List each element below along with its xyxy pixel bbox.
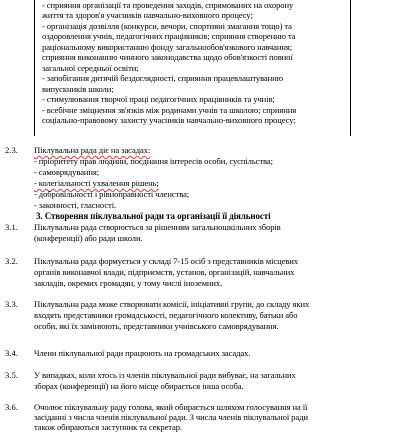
paragraph-number: 3.3. (5, 299, 18, 309)
paragraph-line: Піклувальна рада формується у складі 7-15 осіб з представників місцевих (34, 256, 298, 266)
paragraph-line: органів виконавчої влади, підприємств, установ, організацій, навчальних (34, 267, 295, 277)
list-line: - всебічне зміцнення зв'язків між родинами учнів та школою; сприяння (42, 105, 297, 115)
paragraph-line: Очолює піклувальну раду голова, який обирається шляхом голосування на її (34, 402, 308, 412)
list-line: раціональному використанню фонду загальнообов'язкового навчання; (42, 42, 292, 52)
list-line: загальної середньої освіти; (42, 63, 139, 73)
paragraph-line: зборах (конференції) на його місце обирається інша особа. (34, 381, 244, 391)
paragraph-line: Члени піклувальної ради працюють на громадських засадах. (34, 348, 251, 358)
list-item: - добровільності і рівноправності членства; (34, 189, 190, 199)
paragraph-line: Піклувальна рада створюється за рішенням загальношкільних зборів (34, 222, 281, 232)
list-item: - пріоритету прав людини, поєднання інтересів особи, суспільства; (34, 156, 273, 166)
section-intro: Піклувальна рада діє на засадах: (34, 145, 151, 155)
table-border-left (34, 0, 35, 136)
list-item: - законності, гласності. (34, 200, 117, 210)
list-item: - самоврядування; (34, 167, 100, 177)
paragraph-number: 3.1. (5, 222, 18, 232)
paragraph-line: особи, які їх замінюють, представники учнівського самоврядування. (34, 321, 279, 331)
table-border-right (350, 0, 351, 136)
paragraph-number: 3.4. (5, 348, 18, 358)
list-line: життя та здоров'я учасників навчально-виховного процесу; (42, 10, 253, 20)
list-line: - стимулювання творчої праці педагогічних працівників та учнів; (42, 94, 275, 104)
list-line: соціально-правовому захисту учасників навчально-виховного процесу; (42, 115, 296, 125)
paragraph-line: У випадках, коли хтось із членів піклувальної ради вибуває, на загальних (34, 370, 296, 380)
paragraph-line: засіданні з числа членів піклувальної ради. З числа членів піклувальної ради (34, 412, 308, 422)
list-line: - запобігання дитячій бездоглядності, сприяння працевлаштуванню (42, 73, 283, 83)
paragraph-line: входять представники громадськості, педагогічного колективу, батьки або (34, 310, 298, 320)
list-line: - організація дозвілля (конкурси, вечори, спортивні змагання тощо) та (42, 21, 292, 31)
list-line: випускників школи; (42, 84, 114, 94)
list-line: оздоровлення учнів, педагогічних працівників; сприяння створенню та (42, 31, 296, 41)
section-heading: 3. Створення піклувальної ради та організації її діяльності (36, 211, 271, 221)
paragraph-number: 3.6. (5, 402, 18, 412)
paragraph-number: 3.2. (5, 256, 18, 266)
paragraph-line: закладів, окремих громадян, у тому числі іноземних. (34, 278, 223, 288)
list-line: - сприяння організації та проведення заходів, спрямованих на охорону (42, 0, 294, 10)
paragraph-line: також обираються заступник та секретар. (34, 422, 183, 432)
paragraph-line: (конференції) або ради школи. (34, 233, 143, 243)
paragraph-line: Піклувальна рада може створювати комісії, ініціативні групи, до складу яких (34, 299, 310, 309)
list-item: - колегіальності ухвалення рішень; (34, 178, 159, 188)
list-line: сприяння виконанню чинного законодавства щодо обов'язкості повної (42, 52, 293, 62)
paragraph-number: 3.5. (5, 370, 18, 380)
section-number: 2.3. (5, 145, 18, 155)
